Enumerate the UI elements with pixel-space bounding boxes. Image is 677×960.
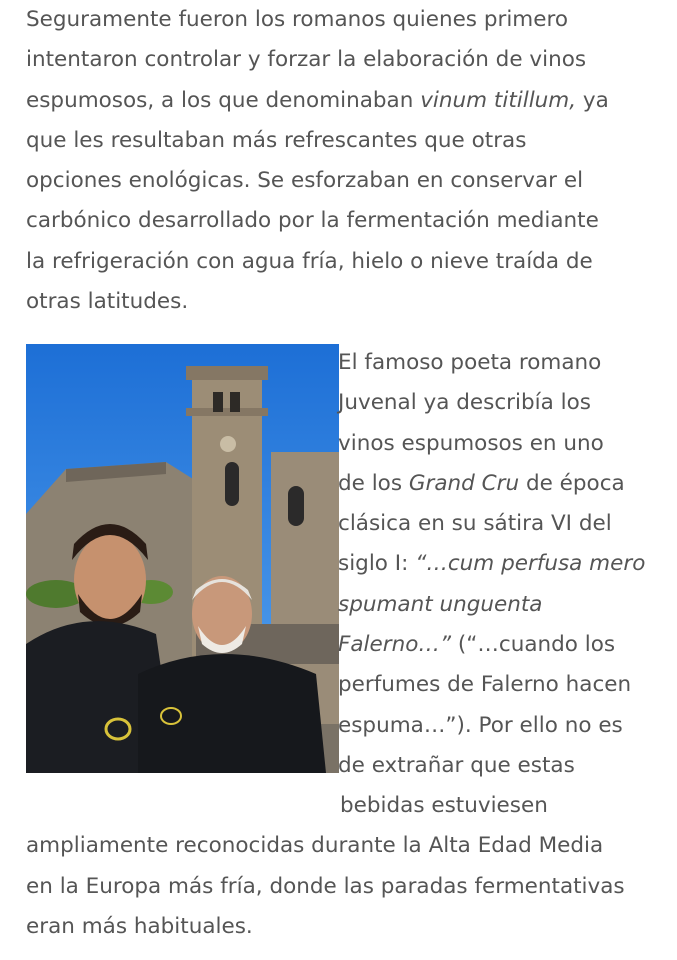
text-line xyxy=(338,585,645,625)
text-line: carbónico desarrollado por la fermentación mediante xyxy=(26,208,599,234)
italic-quote: spumant unguenta xyxy=(338,591,543,617)
text-line: vinos espumosos en uno xyxy=(338,430,604,456)
text-line: siglo I: “…cum perfusa mero xyxy=(338,551,646,577)
church-photo-illustration xyxy=(26,344,339,773)
text-line: opciones enológicas. Se esforzaban en conservar el xyxy=(26,168,584,194)
text-line: otras latitudes. xyxy=(26,289,189,315)
text-line: de extrañar que estas xyxy=(338,752,575,778)
text-line: Falerno…” (“…cuando los xyxy=(338,632,616,658)
text-line: Seguramente fueron los romanos quienes primero xyxy=(26,7,568,32)
paragraph-juvenal-continued xyxy=(26,786,625,947)
church-photo xyxy=(26,344,339,773)
text-line: espuma…”). Por ello no es xyxy=(338,712,623,738)
italic-term: vinum titillum, xyxy=(420,87,577,113)
text-line: Juvenal ya describía los xyxy=(338,390,591,416)
italic-quote: “…cum perfusa mero xyxy=(415,551,646,577)
text-line: en la Europa más fría, donde las paradas fermentativas xyxy=(26,873,625,899)
italic-quote: Falerno…” xyxy=(338,632,452,658)
text-line: intentaron controlar y forzar la elaboración de vinos xyxy=(26,47,587,73)
text-line: ampliamente reconocidas durante la Alta Edad Media xyxy=(26,833,604,859)
text-line: bebidas estuviesen xyxy=(340,793,548,818)
text-line: perfumes de Falerno hacen xyxy=(338,672,632,698)
paragraph-intro xyxy=(26,0,609,322)
text-line: El famoso poeta romano xyxy=(338,350,602,375)
text-line: clásica en su sátira VI del xyxy=(338,511,612,537)
text-line: de los Grand Cru de época xyxy=(338,470,625,496)
paragraph-juvenal xyxy=(338,343,645,786)
text-line: eran más habituales. xyxy=(26,913,253,939)
text-line: que les resultaban más refrescantes que otras xyxy=(26,127,527,153)
italic-term: Grand Cru xyxy=(408,470,520,496)
text-line: espumosos, a los que denominaban vinum titillum, ya xyxy=(26,87,609,113)
text-line: la refrigeración con agua fría, hielo o nieve traída de xyxy=(26,248,593,274)
